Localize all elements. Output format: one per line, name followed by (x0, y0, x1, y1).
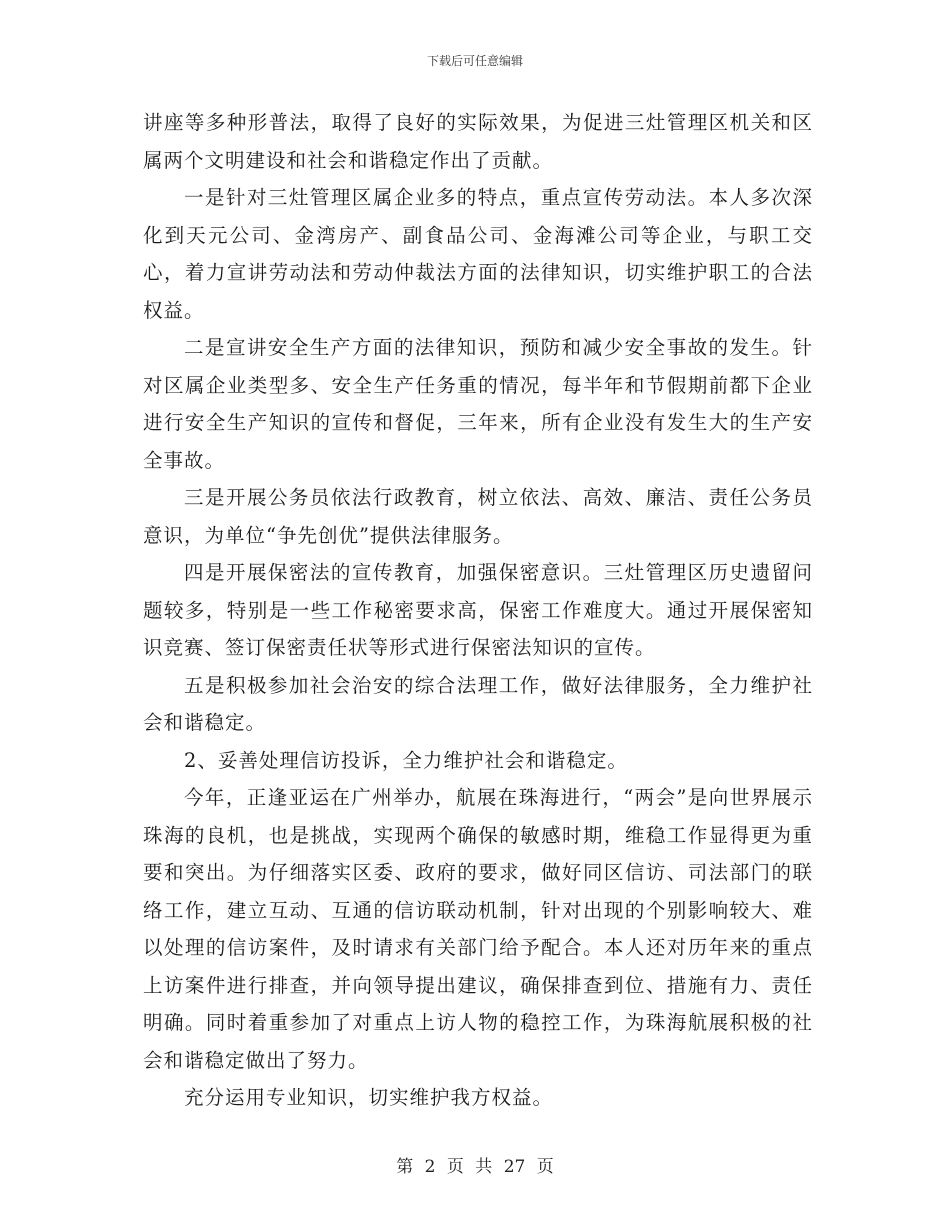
paragraph-2: 一是针对三灶管理区属企业多的特点，重点宣传劳动法。本人多次深化到天元公司、金湾房产、副食品公司、金海滩公司等企业，与职工交心，着力宣讲劳动法和劳动仲裁法方面的法律知识，切实维护职工的合法权益。 (143, 186, 813, 322)
paragraph-3: 二是宣讲安全生产方面的法律知识，预防和减少安全事故的发生。针对区属企业类型多、安全生产任务重的情况，每半年和节假期前都下企业进行安全生产知识的宣传和督促，三年来，所有企业没有发生大的生产安全事故。 (143, 336, 813, 472)
page-header: 下载后可任意编辑 (426, 54, 523, 68)
body-text (143, 104, 813, 1117)
paragraph-4: 三是开展公务员依法行政教育，树立依法、高效、廉洁、责任公务员意识，为单位“争先创优”提供法律服务。 (143, 486, 813, 547)
section-heading-2: 2、妥善处理信访投诉，全力维护社会和谐稳定。 (184, 748, 628, 772)
paragraph-5: 四是开展保密法的宣传教育，加强保密意识。三灶管理区历史遗留问题较多，特别是一些工作秘密要求高，保密工作难度大。通过开展保密知识竞赛、签订保密责任状等形式进行保密法知识的宣传。 (143, 561, 813, 659)
paragraph-7: 今年，正逢亚运在广州举办，航展在珠海进行，“两会”是向世界展示珠海的良机，也是挑战，实现两个确保的敏感时期，维稳工作显得更为重要和突出。为仔细落实区委、政府的要求，做好同区信访、司法部门的联络工作，建立互动、互通的信访联动机制，针对出现的个别影响较大、难以处理的信访案件，及时请求有关部门给予配合。本人还对历年来的重点上访案件进行排查，并向领导提出建议，确保排查到位、措施有力、责任明确。同时着重参加了对重点上访人物的稳控工作，为珠海航展积极的社会和谐稳定做出了努力。 (143, 786, 813, 1072)
paragraph-8: 充分运用专业知识，切实维护我方权益。 (184, 1086, 554, 1109)
paragraph-6: 五是积极参加社会治安的综合法理工作，做好法律服务，全力维护社会和谐稳定。 (143, 673, 813, 734)
page-footer: 第 2 页 共 27 页 (396, 1157, 554, 1177)
paragraph-1: 讲座等多种形普法，取得了良好的实际效果，为促进三灶管理区机关和区属两个文明建设和社会和谐稳定作出了贡献。 (143, 111, 813, 172)
